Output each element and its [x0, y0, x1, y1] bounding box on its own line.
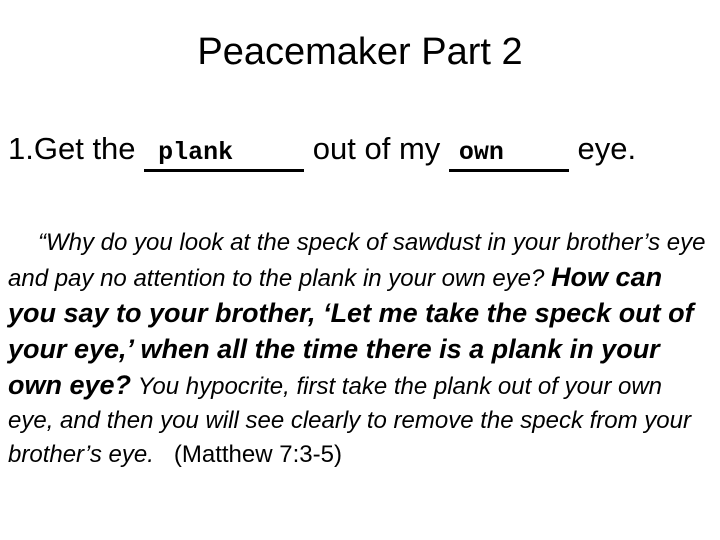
point-one: [8, 128, 636, 174]
blank-own-underline: [449, 169, 569, 172]
point-middle: out of my: [304, 131, 449, 166]
blank-plank: [144, 128, 304, 174]
point-suffix: eye.: [568, 131, 637, 166]
point-prefix: Get the: [33, 131, 145, 166]
scripture-quote: [8, 226, 714, 472]
quote-part-3: You hypocrite, first take the plank out of your own eye, and then you will see clearly to remove the speck from your brother’s eye.: [8, 373, 691, 468]
quote-part-2-emphasis: How can you say to your brother, ‘Let me take the speck out of your eye,’ when all the time there is a plank in your own eye?: [8, 262, 694, 400]
blank-own: [449, 128, 569, 174]
slide-title: Peacemaker Part 2: [197, 31, 523, 73]
scripture-reference: (Matthew 7:3-5): [173, 441, 342, 468]
point-number: 1.: [8, 131, 34, 166]
blank-plank-answer: plank: [158, 138, 234, 167]
blank-own-answer: own: [458, 138, 504, 167]
quote-part-1: “Why do you look at the speck of sawdust in your brother’s eye and pay no attention to the plank in your own eye?: [8, 229, 706, 292]
blank-plank-underline: [144, 169, 304, 172]
